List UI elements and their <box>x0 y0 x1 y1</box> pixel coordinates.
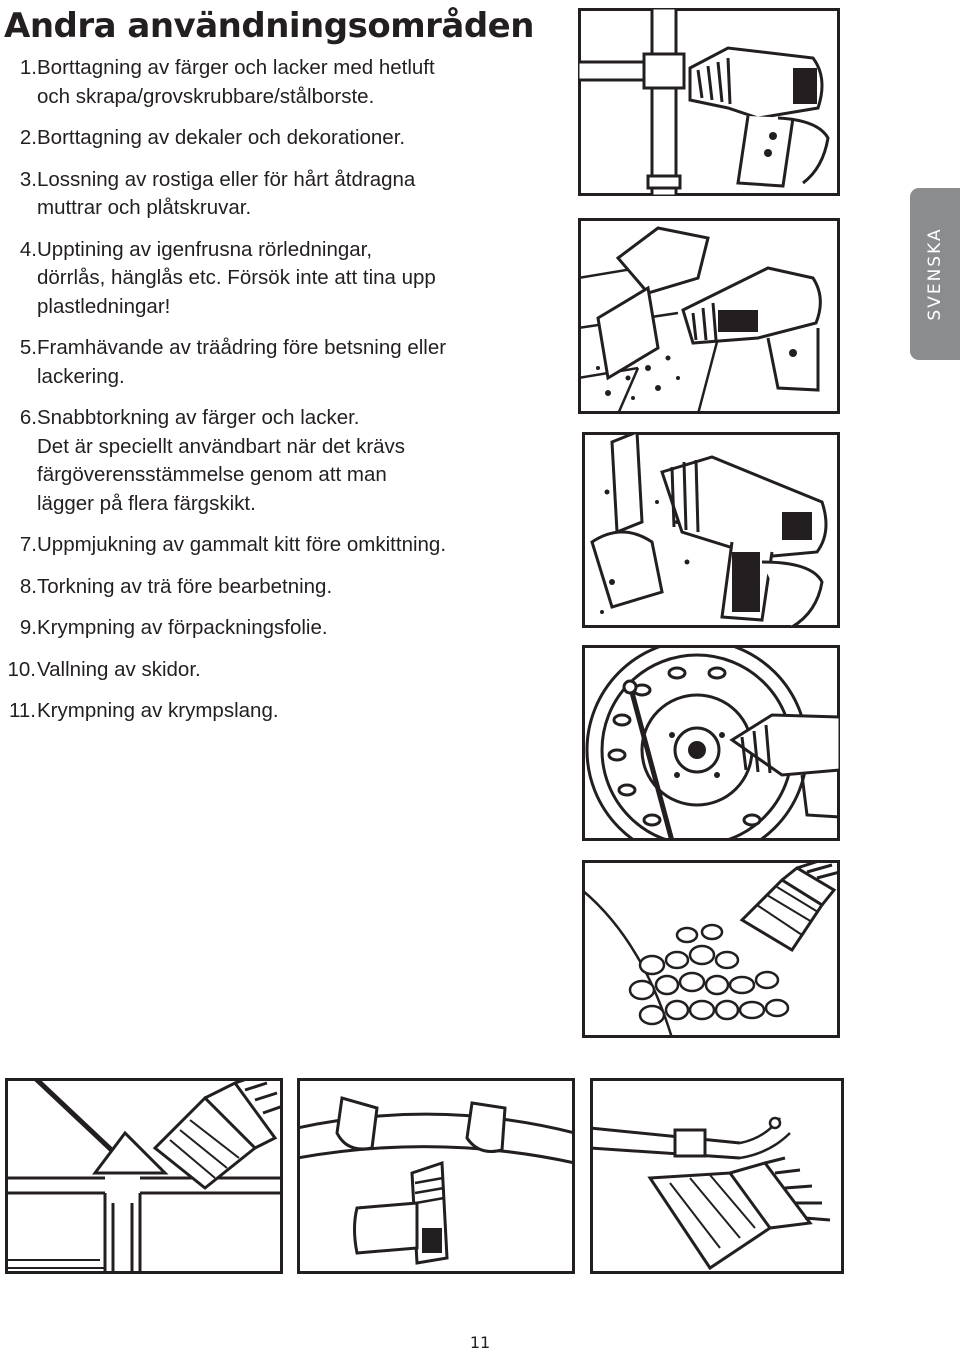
item-number: 7. <box>19 533 37 556</box>
list-item <box>0 166 560 223</box>
item-text: Snabbtorkning av färger och lacker. <box>37 406 360 429</box>
item-text: Lossning av rostiga eller för hårt åtdragna <box>37 167 416 191</box>
heat-gun-wall-stripping-illustration <box>582 432 840 628</box>
heat-gun-paint-scraping-illustration <box>578 218 840 414</box>
list-item <box>0 656 560 685</box>
item-text: Upptining av igenfrusna rörledningar, <box>37 237 373 261</box>
item-number: 10. <box>7 657 36 681</box>
list-item <box>0 124 560 153</box>
item-number: 3. <box>19 167 37 191</box>
item-text: Framhävande av träådring före betsning eller <box>37 336 447 359</box>
heat-gun-wheel-nut-loosening-illustration <box>582 645 840 841</box>
list-item <box>0 334 560 391</box>
item-text: och skrapa/grovskrubbare/stålborste. <box>37 84 375 108</box>
item-text: Det är speciellt användbart när det krävs <box>37 434 406 458</box>
item-number: 4. <box>19 237 37 261</box>
heat-gun-shrink-wrap-illustration <box>297 1078 575 1274</box>
item-number: 1. <box>19 56 37 79</box>
item-number: 9. <box>19 616 37 639</box>
item-text: Borttagning av dekaler och dekorationer. <box>37 126 406 149</box>
item-text: plastledningar! <box>37 294 171 318</box>
item-text: Krympning av krympslang. <box>37 699 279 722</box>
item-number: 6. <box>19 406 37 429</box>
item-text: dörrlås, hänglås etc. Försök inte att tina upp <box>37 266 436 289</box>
heat-gun-window-putty-illustration <box>5 1078 283 1274</box>
item-text: Torkning av trä före bearbetning. <box>37 574 333 598</box>
heat-gun-reflector-nozzle-pebbles-illustration <box>582 860 840 1038</box>
list-item <box>0 54 560 111</box>
item-text: Vallning av skidor. <box>37 657 201 681</box>
item-text: lackering. <box>37 364 125 388</box>
list-item <box>0 697 560 726</box>
page-title: Andra användningsområden <box>4 6 534 46</box>
list-item <box>0 573 560 602</box>
item-number: 5. <box>19 336 37 359</box>
page-number: 11 <box>469 1333 491 1352</box>
list-item <box>0 404 560 518</box>
item-text: Uppmjukning av gammalt kitt före omkittning. <box>37 533 447 556</box>
language-label: SVENSKA <box>925 227 945 321</box>
item-number: 2. <box>19 126 37 149</box>
language-side-tab <box>910 188 960 360</box>
item-text: muttrar och plåtskruvar. <box>37 196 252 219</box>
list-item <box>0 531 560 560</box>
heat-gun-pipe-thawing-illustration <box>578 8 840 196</box>
item-text: Krympning av förpackningsfolie. <box>37 616 328 639</box>
item-number: 8. <box>19 574 37 598</box>
item-number: 11. <box>9 699 36 722</box>
list-item <box>0 614 560 643</box>
heat-gun-shrink-tubing-illustration <box>590 1078 844 1274</box>
usage-list <box>0 54 560 739</box>
item-text: lägger på flera färgskikt. <box>37 491 256 515</box>
list-item <box>0 236 560 322</box>
item-text: Borttagning av färger och lacker med hetluft <box>37 56 435 79</box>
item-text: färgöverensstämmelse genom att man <box>37 463 387 486</box>
